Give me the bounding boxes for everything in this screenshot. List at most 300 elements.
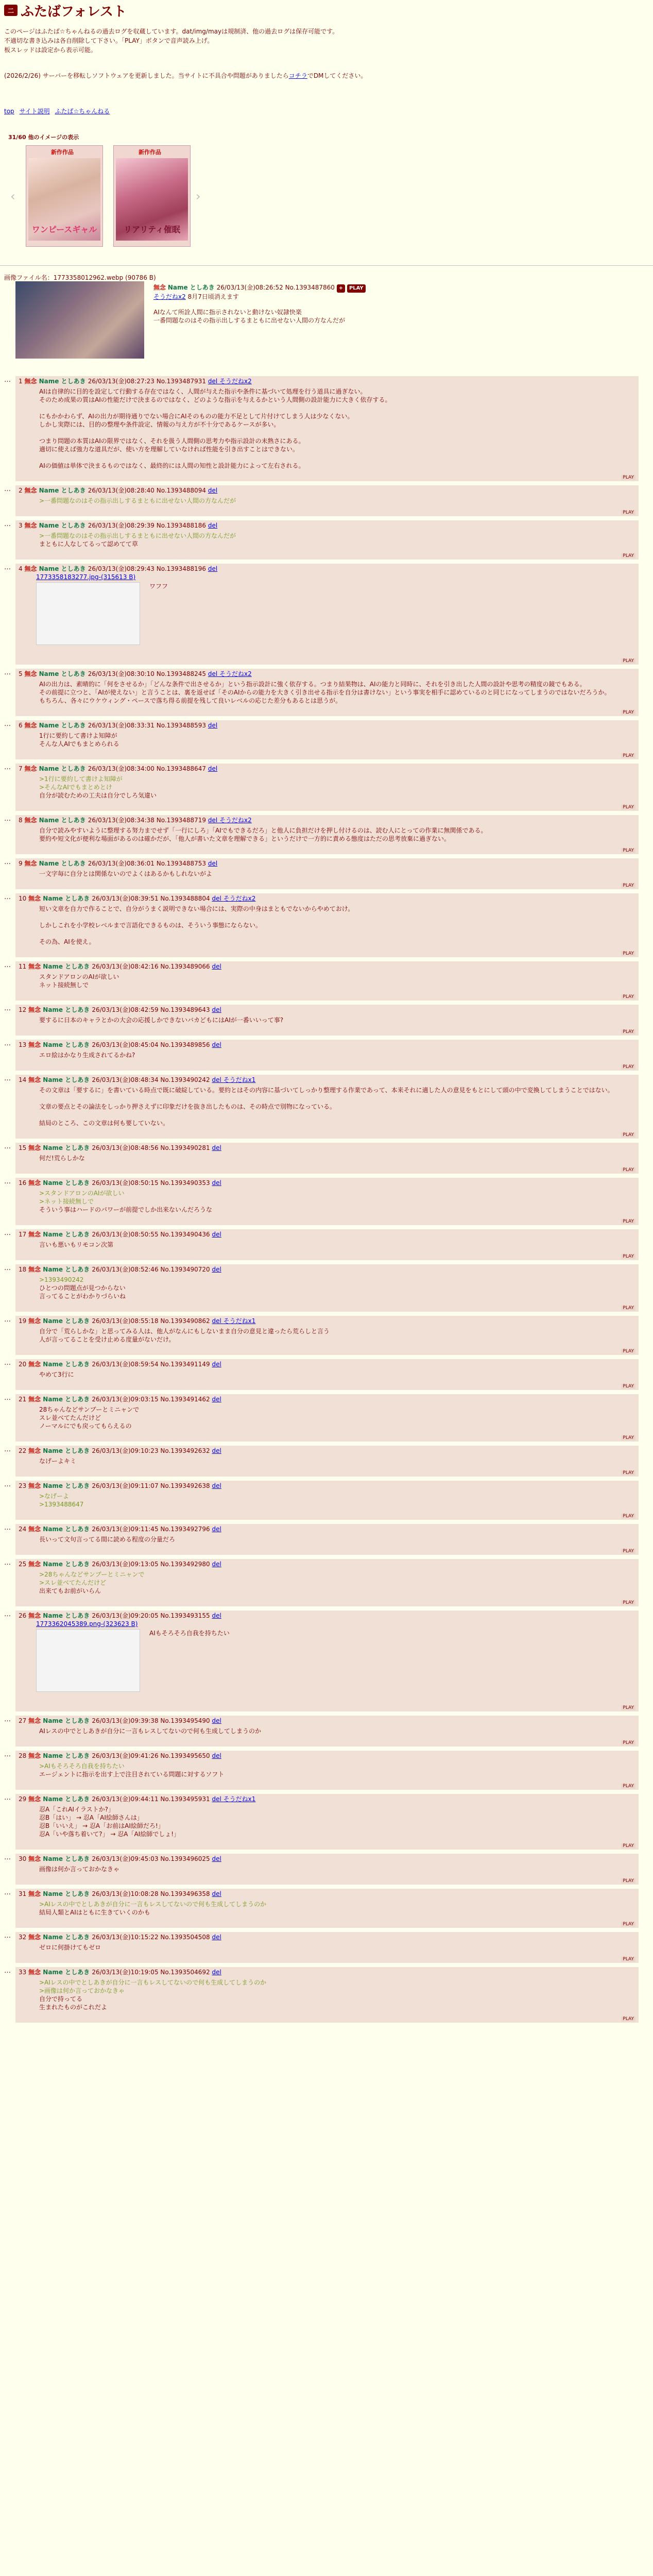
body-line: 適切に使えば強力な道具だが、使い方を理解していなければ性能を引き出すことはできない。 bbox=[39, 446, 299, 453]
reply-body bbox=[39, 1405, 616, 1430]
reply-no[interactable]: No.1393489643 bbox=[160, 1006, 212, 1013]
reply-play-button[interactable]: PLAY bbox=[621, 1167, 635, 1173]
reply-del[interactable]: del bbox=[212, 1231, 221, 1238]
reply-subject: 無念 bbox=[28, 1795, 43, 1803]
reply-del[interactable]: del bbox=[212, 1006, 221, 1013]
reply-subject: 無念 bbox=[28, 1144, 43, 1151]
reply-sod[interactable]: そうだねx2 bbox=[219, 378, 252, 385]
reply-sod[interactable]: そうだねx1 bbox=[223, 1795, 256, 1803]
body-line bbox=[39, 913, 616, 921]
reply-number: 29 bbox=[19, 1795, 29, 1803]
reply-number: 8 bbox=[19, 817, 25, 824]
reply-date: 26/03/13(金)09:11:07 bbox=[92, 1482, 161, 1489]
reply-number: 17 bbox=[19, 1231, 29, 1238]
reply-play-button[interactable]: PLAY bbox=[621, 1349, 635, 1354]
nav-manual-link[interactable]: サイト説明 bbox=[19, 108, 50, 115]
reply-play-button[interactable]: PLAY bbox=[621, 951, 635, 956]
reply-no[interactable]: No.1393492638 bbox=[160, 1482, 212, 1489]
contact-link[interactable]: コチラ bbox=[288, 72, 307, 79]
reply-name: Name としあき bbox=[43, 1890, 92, 1897]
reply-post bbox=[4, 376, 639, 481]
reply-play-button[interactable]: PLAY bbox=[621, 1132, 635, 1138]
carousel-next-icon[interactable]: › bbox=[196, 189, 201, 204]
reply-play-button[interactable]: PLAY bbox=[621, 1549, 635, 1554]
reply-marker: … bbox=[4, 1264, 11, 1272]
reply-date: 26/03/13(金)08:42:59 bbox=[92, 1006, 161, 1013]
reply-del[interactable]: del bbox=[208, 860, 218, 867]
reply-body bbox=[39, 1189, 616, 1214]
reply-marker: … bbox=[4, 1481, 11, 1488]
reply-play-button[interactable]: PLAY bbox=[621, 753, 635, 758]
op-file-line: 画像ファイル名：1773358012962.webp (90786 B) bbox=[4, 274, 156, 281]
ad-banner-2[interactable]: 新作作品 リアリティ催眠 bbox=[113, 145, 191, 247]
reply-subject: 無念 bbox=[28, 1752, 43, 1759]
reply-no[interactable]: No.1393496358 bbox=[160, 1890, 212, 1897]
reply-header bbox=[19, 894, 255, 903]
body-line: AIは自律的に目的を設定して行動する存在ではなく、人間が与えた指示や条件に基づいて処理を行う道具に過ぎない。 bbox=[39, 388, 367, 395]
reply-play-button[interactable]: PLAY bbox=[621, 805, 635, 810]
reply-marker: … bbox=[4, 961, 11, 969]
reply-play-button[interactable]: PLAY bbox=[621, 1740, 635, 1745]
reply-date: 26/03/13(金)10:08:28 bbox=[92, 1890, 161, 1897]
op-play-button[interactable]: PLAY bbox=[347, 284, 366, 293]
quote-line: >ネット接続無しで bbox=[39, 1198, 94, 1205]
reply-del[interactable]: del bbox=[212, 1752, 221, 1759]
reply-body bbox=[39, 1457, 616, 1465]
reply-no[interactable]: No.1393491149 bbox=[160, 1361, 212, 1368]
reply-del[interactable]: del bbox=[212, 1717, 221, 1724]
reply-play-button[interactable]: PLAY bbox=[621, 710, 635, 715]
quote-line: >28ちゃんなどサンブーとミニャンで bbox=[39, 1571, 145, 1578]
reply-del[interactable]: del bbox=[208, 522, 218, 529]
reply-post bbox=[4, 720, 639, 759]
op-post bbox=[4, 273, 643, 324]
reply-del[interactable]: del bbox=[212, 1317, 224, 1325]
quote-line: >画像は何か言っておかなきゃ bbox=[39, 1987, 125, 1994]
body-line: 何だ!荒らしかな bbox=[39, 1155, 85, 1162]
site-title: ふたばフォレスト bbox=[21, 4, 127, 20]
reply-no[interactable]: No.1393488593 bbox=[156, 722, 208, 729]
reply-play-button[interactable]: PLAY bbox=[621, 994, 635, 999]
reply-subject: 無念 bbox=[24, 765, 39, 772]
reply-number: 22 bbox=[19, 1447, 29, 1454]
reply-name: Name としあき bbox=[39, 670, 88, 677]
reply-no[interactable]: No.1393487931 bbox=[156, 378, 208, 385]
reply-play-button[interactable]: PLAY bbox=[621, 848, 635, 853]
body-line: AIレスの中でとしあきが自分に一言もレスしてないので何も生成してしまうのか bbox=[39, 1727, 262, 1735]
reply-sod[interactable]: そうだねx2 bbox=[223, 895, 256, 902]
reply-date: 26/03/13(金)10:15:22 bbox=[92, 1934, 161, 1941]
reply-body bbox=[39, 1727, 616, 1735]
body-line: にもかかわらず、AIの出力が期待通りでない場合にAIそのものの能力不足として片付けてしまう人は少なくない。 bbox=[39, 413, 354, 420]
reply-body bbox=[39, 1535, 616, 1544]
reply-del[interactable]: del bbox=[212, 1890, 221, 1897]
reply-play-button[interactable]: PLAY bbox=[621, 1600, 635, 1605]
reply-no[interactable]: No.1393490720 bbox=[160, 1266, 212, 1273]
reply-name: Name としあき bbox=[43, 1144, 92, 1151]
reply-header bbox=[19, 670, 252, 678]
reply-name: Name としあき bbox=[43, 1969, 92, 1976]
reply-no[interactable]: No.1393488245 bbox=[156, 670, 208, 677]
reply-number: 23 bbox=[19, 1482, 29, 1489]
reply-subject: 無念 bbox=[28, 1266, 43, 1273]
reply-no[interactable]: No.1393504692 bbox=[160, 1969, 212, 1976]
body-line: まともに人なしてるって認めてて草 bbox=[39, 540, 139, 548]
reply-number: 3 bbox=[19, 522, 25, 529]
reply-number: 33 bbox=[19, 1969, 29, 1976]
carousel-prev-icon[interactable]: ‹ bbox=[10, 189, 15, 204]
reply-del[interactable]: del bbox=[212, 1396, 221, 1403]
body-line: 言ってることがわかりづらいね bbox=[39, 1293, 126, 1300]
reply-header bbox=[19, 1752, 221, 1760]
reply-number: 12 bbox=[19, 1006, 29, 1013]
reply-del[interactable]: del bbox=[208, 817, 219, 824]
reply-no[interactable]: No.1393488186 bbox=[156, 522, 208, 529]
reply-date: 26/03/13(金)08:29:43 bbox=[88, 565, 157, 572]
reply-del[interactable]: del bbox=[212, 1179, 221, 1187]
reply-del[interactable]: del bbox=[212, 1855, 221, 1862]
reply-name: Name としあき bbox=[39, 378, 88, 385]
reply-subject: 無念 bbox=[28, 1179, 43, 1187]
reply-no[interactable]: No.1393492980 bbox=[160, 1561, 212, 1568]
reply-number: 15 bbox=[19, 1144, 29, 1151]
reply-del[interactable]: del bbox=[212, 963, 221, 970]
reply-header bbox=[19, 962, 221, 971]
reply-subject: 無念 bbox=[24, 670, 39, 677]
reply-play-button[interactable]: PLAY bbox=[621, 1029, 635, 1035]
reply-play-button[interactable]: PLAY bbox=[621, 475, 635, 480]
reply-subject: 無念 bbox=[28, 1231, 43, 1238]
reply-no[interactable]: No.1393488647 bbox=[156, 765, 208, 772]
reply-no[interactable]: No.1393489856 bbox=[160, 1041, 212, 1048]
reply-del[interactable]: del bbox=[212, 1612, 221, 1619]
reply-name: Name としあき bbox=[43, 1076, 92, 1083]
reply-date: 26/03/13(金)08:55:18 bbox=[92, 1317, 161, 1325]
reply-play-button[interactable]: PLAY bbox=[621, 1219, 635, 1224]
reply-marker: … bbox=[4, 1229, 11, 1237]
reply-name: Name としあき bbox=[43, 1361, 92, 1368]
body-line: そういう事はハードのパワーが前提でしか出来ないんだろうな bbox=[39, 1206, 213, 1213]
reply-post bbox=[4, 1229, 639, 1260]
reply-del[interactable]: del bbox=[212, 1361, 221, 1368]
reply-name: Name としあき bbox=[43, 1612, 92, 1619]
reply-date: 26/03/13(金)08:42:16 bbox=[92, 963, 161, 970]
reply-play-button[interactable]: PLAY bbox=[621, 1878, 635, 1884]
reply-name: Name としあき bbox=[43, 1795, 92, 1803]
reply-date: 26/03/13(金)08:27:23 bbox=[88, 378, 157, 385]
reply-subject: 無念 bbox=[28, 1526, 43, 1533]
reply-number: 14 bbox=[19, 1076, 29, 1083]
reply-no[interactable]: No.1393489066 bbox=[160, 963, 212, 970]
reply-sod[interactable]: そうだねx1 bbox=[223, 1076, 256, 1083]
body-line: しかし実際には、目的の整理や条件設定、情報の与え方が不十分であるケースが多い。 bbox=[39, 421, 280, 428]
reply-marker: … bbox=[4, 1559, 11, 1567]
reply-no[interactable]: No.1393495650 bbox=[160, 1752, 212, 1759]
reply-play-button[interactable]: PLAY bbox=[621, 1435, 635, 1440]
reply-post bbox=[4, 1794, 639, 1850]
body-line: 要約や短文化が便利な場面があるのは確かだが、「他人が書いた文章を理解できる」というだけで一方的に責める態度はただの思考放棄に過ぎない。 bbox=[39, 835, 451, 842]
reply-header bbox=[19, 1795, 255, 1803]
reply-marker: … bbox=[4, 1178, 11, 1185]
nav-futaba-link[interactable]: ふたば☆ちゃんねる bbox=[55, 108, 110, 115]
reply-del[interactable]: del bbox=[212, 1266, 221, 1273]
body-line: もちろん、各々にウケウィング・ペースで落ち得る前提を残して良いレベルの応じた差分もあるとは思うが。 bbox=[39, 697, 342, 704]
reply-del[interactable]: del bbox=[212, 1526, 221, 1533]
reply-marker: … bbox=[4, 1794, 11, 1802]
reply-play-button[interactable]: PLAY bbox=[621, 883, 635, 888]
reply-del[interactable]: del bbox=[212, 1934, 221, 1941]
body-line: 忍B「いいえ」 → 忍A「お前はAI絵師だろ!」 bbox=[39, 1822, 164, 1829]
body-line bbox=[39, 404, 616, 412]
reply-play-button[interactable]: PLAY bbox=[621, 1957, 635, 1962]
reply-no[interactable]: No.1393492632 bbox=[160, 1447, 212, 1454]
reply-marker: … bbox=[4, 858, 11, 866]
reply-subject: 無念 bbox=[28, 1482, 43, 1489]
reply-marker: … bbox=[4, 720, 11, 728]
body-line: 一文字毎に自分とは関係ないのでよくはあるかもしれないがよ bbox=[39, 870, 213, 877]
reply-del[interactable]: del bbox=[208, 670, 219, 677]
reply-del[interactable]: del bbox=[212, 1969, 221, 1976]
reply-post bbox=[4, 1611, 639, 1711]
reply-no[interactable]: No.1393493155 bbox=[160, 1612, 212, 1619]
body-line: 結局のところ、この文章は何も要していない。 bbox=[39, 1120, 169, 1127]
body-line bbox=[39, 429, 616, 437]
reply-name: Name としあき bbox=[39, 722, 88, 729]
reply-play-button[interactable]: PLAY bbox=[621, 1843, 635, 1849]
reply-body bbox=[39, 1086, 616, 1127]
reply-body bbox=[39, 732, 616, 748]
reply-header bbox=[19, 1717, 221, 1725]
reply-no[interactable]: No.1393488196 bbox=[156, 565, 208, 572]
reply-post bbox=[4, 1889, 639, 1928]
reply-marker: … bbox=[4, 893, 11, 901]
reply-del[interactable]: del bbox=[208, 765, 218, 772]
reply-marker: … bbox=[4, 1316, 11, 1324]
body-line: AIの価値は単体で決まるものではなく、最終的には人間の知性と設計能力によって左右される。 bbox=[39, 462, 305, 469]
reply-file-link[interactable]: 1773358183277.jpg-(315613 B) bbox=[36, 573, 136, 581]
reply-marker: … bbox=[4, 1005, 11, 1012]
body-line: エロ絵はかなり生成されてるかね? bbox=[39, 1052, 135, 1059]
body-line bbox=[39, 929, 616, 938]
quote-line: >なげーよ bbox=[39, 1493, 70, 1500]
reply-date: 26/03/13(金)09:11:45 bbox=[92, 1526, 161, 1533]
body-line: ひとつの問題点が見つからない bbox=[39, 1284, 126, 1292]
reply-body bbox=[39, 1492, 616, 1509]
reply-del[interactable]: del bbox=[212, 1447, 221, 1454]
reply-thumbnail[interactable] bbox=[36, 582, 140, 645]
body-line: AIの出力は、素晴的に「何をさせるか」「どんな条件で出させるか」という指示設計に強く依存する。つまり結果物は、AIの能力と同時に、それを引き出した人間の設計や思考の精度の鏡でもある。 bbox=[39, 681, 586, 688]
reply-del[interactable]: del bbox=[208, 378, 219, 385]
reply-name: Name としあき bbox=[39, 487, 88, 494]
reply-date: 26/03/13(金)09:13:05 bbox=[92, 1561, 161, 1568]
reply-play-button[interactable]: PLAY bbox=[621, 1254, 635, 1259]
reply-sod[interactable]: そうだねx1 bbox=[223, 1317, 256, 1325]
reply-marker: … bbox=[4, 764, 11, 771]
reply-header bbox=[19, 486, 217, 495]
ad-banner-1[interactable]: 新作作品 ワンピースギャル bbox=[26, 145, 103, 247]
reply-header bbox=[19, 1317, 255, 1325]
reply-play-button[interactable]: PLAY bbox=[621, 1384, 635, 1389]
body-line: そのため成果の質はAIの性能だけで決まるのではなく、どのような指示を与えるかという人間側の設計能力に大きく依存する。 bbox=[39, 396, 391, 403]
reply-play-button[interactable]: PLAY bbox=[621, 1705, 635, 1710]
reply-header bbox=[19, 859, 217, 868]
body-line: 自分が読むための工夫は自分でしろ気違い bbox=[39, 792, 157, 799]
reply-post bbox=[4, 669, 639, 716]
reply-post bbox=[4, 1524, 639, 1555]
reply-play-button[interactable]: PLAY bbox=[621, 1306, 635, 1311]
reply-body bbox=[39, 1051, 616, 1059]
reply-subject: 無念 bbox=[28, 895, 43, 902]
reply-date: 26/03/13(金)08:39:51 bbox=[92, 895, 161, 902]
reply-header bbox=[19, 1560, 221, 1568]
reply-number: 13 bbox=[19, 1041, 29, 1048]
reply-name: Name としあき bbox=[43, 895, 92, 902]
reply-sod[interactable]: そうだねx2 bbox=[219, 817, 252, 824]
reply-post bbox=[4, 1446, 639, 1477]
reply-no[interactable]: No.1393488719 bbox=[156, 817, 208, 824]
reply-play-button[interactable]: PLAY bbox=[621, 553, 635, 558]
op-sod-link[interactable]: そうだねx2 bbox=[153, 293, 186, 300]
reply-del[interactable]: del bbox=[212, 1482, 221, 1489]
reply-post bbox=[4, 1751, 639, 1790]
reply-del[interactable]: del bbox=[212, 1561, 221, 1568]
body-line: 生まれたものがこれだよ bbox=[39, 2004, 108, 2011]
body-line: そんな人AIでもまとめられる bbox=[39, 740, 119, 748]
body-line: 文章の要点とその論法をしっかり押さえずに印象だけを抜き出したものは、その時点で別物になっている。 bbox=[39, 1103, 336, 1110]
reply-number: 5 bbox=[19, 670, 25, 677]
reply-body bbox=[149, 1629, 653, 1637]
reply-subject: 無念 bbox=[28, 1041, 43, 1048]
reply-del[interactable]: del bbox=[208, 722, 218, 729]
reply-no[interactable]: No.1393491462 bbox=[160, 1396, 212, 1403]
op-image[interactable] bbox=[15, 281, 144, 359]
reply-number: 25 bbox=[19, 1561, 29, 1568]
reply-header bbox=[19, 1525, 221, 1533]
reply-no[interactable]: No.1393492796 bbox=[160, 1526, 212, 1533]
reply-no[interactable]: No.1393490242 bbox=[160, 1076, 212, 1083]
reply-play-button[interactable]: PLAY bbox=[621, 658, 635, 664]
reply-marker: … bbox=[4, 1967, 11, 1975]
reply-date: 26/03/13(金)08:30:10 bbox=[88, 670, 157, 677]
reply-no[interactable]: No.1393495490 bbox=[160, 1717, 212, 1724]
reply-header bbox=[19, 1482, 221, 1490]
op-body: 無念 Name としあき 26/03/13(金)08:26:52 No.1393487860 + PLAY そうだねx2 8月7日頃消えます AIなんて所詮人間に指示されないと動けない奴隷快楽 一番問題なのはその指示出しするまともに出せない人間の方なんだが bbox=[153, 283, 617, 325]
reply-post bbox=[4, 815, 639, 854]
reply-post bbox=[4, 1143, 639, 1174]
reply-body bbox=[39, 1154, 616, 1162]
quote-line: >一番問題なのはその指示出しするまともに出せない人間の方なんだが bbox=[39, 497, 236, 504]
reply-post bbox=[4, 764, 639, 811]
reply-play-button[interactable]: PLAY bbox=[621, 1064, 635, 1070]
reply-name: Name としあき bbox=[39, 522, 88, 529]
reply-header bbox=[19, 1612, 221, 1620]
reply-play-button[interactable]: PLAY bbox=[621, 1514, 635, 1519]
reply-date: 26/03/13(金)08:59:54 bbox=[92, 1361, 161, 1368]
reply-subject: 無念 bbox=[28, 1447, 43, 1454]
reply-del[interactable]: del bbox=[208, 565, 218, 572]
reply-subject: 無念 bbox=[28, 963, 43, 970]
reply-subject: 無念 bbox=[24, 378, 39, 385]
reply-header bbox=[19, 565, 217, 573]
reply-file-link[interactable]: 1773362045389.png-(323623 B) bbox=[36, 1620, 138, 1628]
reply-post bbox=[4, 1716, 639, 1747]
site-logo[interactable]: 二 bbox=[4, 5, 18, 16]
intro-line-2: 不適切な書き込みは各自削除して下さい。「PLAY」ボタンで音声読み上げ。 bbox=[4, 37, 214, 44]
reply-del[interactable]: del bbox=[208, 487, 218, 494]
reply-no[interactable]: No.1393490281 bbox=[160, 1144, 212, 1151]
reply-body bbox=[39, 1276, 616, 1300]
reply-no[interactable]: No.1393490436 bbox=[160, 1231, 212, 1238]
reply-name: Name としあき bbox=[39, 565, 88, 572]
reply-del[interactable]: del bbox=[212, 895, 224, 902]
quote-line: >スタンドアロンのAIが欲しい bbox=[39, 1190, 125, 1197]
reply-header bbox=[19, 765, 217, 773]
reply-del[interactable]: del bbox=[212, 1144, 221, 1151]
reply-no[interactable]: No.1393490862 bbox=[160, 1317, 212, 1325]
reply-header bbox=[19, 721, 217, 730]
reply-post bbox=[4, 961, 639, 1001]
reply-play-button[interactable]: PLAY bbox=[621, 1922, 635, 1927]
reply-subject: 無念 bbox=[28, 1361, 43, 1368]
reply-post bbox=[4, 1178, 639, 1225]
reply-no[interactable]: No.1393504508 bbox=[160, 1934, 212, 1941]
reply-marker: … bbox=[4, 1040, 11, 1047]
reply-date: 26/03/13(金)08:45:04 bbox=[92, 1041, 161, 1048]
reply-marker: … bbox=[4, 1889, 11, 1896]
reply-no[interactable]: No.1393490353 bbox=[160, 1179, 212, 1187]
reply-body bbox=[39, 1805, 616, 1838]
reply-del[interactable]: del bbox=[212, 1795, 224, 1803]
reply-del[interactable]: del bbox=[212, 1076, 224, 1083]
reply-play-button[interactable]: PLAY bbox=[621, 1784, 635, 1789]
reply-no[interactable]: No.1393496025 bbox=[160, 1855, 212, 1862]
reply-number: 16 bbox=[19, 1179, 29, 1187]
quote-line: >1393488647 bbox=[39, 1501, 84, 1508]
reply-number: 21 bbox=[19, 1396, 29, 1403]
reply-date: 26/03/13(金)08:29:39 bbox=[88, 522, 157, 529]
reply-marker: … bbox=[4, 1394, 11, 1402]
reply-play-button[interactable]: PLAY bbox=[621, 2016, 635, 2022]
reply-no[interactable]: No.1393495931 bbox=[160, 1795, 212, 1803]
reply-play-button[interactable]: PLAY bbox=[621, 510, 635, 515]
reply-number: 6 bbox=[19, 722, 25, 729]
reply-play-button[interactable]: PLAY bbox=[621, 1470, 635, 1476]
reply-post bbox=[4, 1075, 639, 1139]
reply-thumbnail[interactable] bbox=[36, 1629, 140, 1692]
reply-name: Name としあき bbox=[43, 963, 92, 970]
body-line: 人が言ってることを受け止める度量がないだけ。 bbox=[39, 1336, 175, 1343]
reply-date: 26/03/13(金)10:19:05 bbox=[92, 1969, 161, 1976]
nav-top-link[interactable]: top bbox=[4, 108, 14, 115]
body-line: スタンドアロンのAIが欲しい bbox=[39, 973, 119, 980]
body-line: 忍A「これAIイラストか?」 bbox=[39, 1806, 114, 1813]
reply-no[interactable]: No.1393488094 bbox=[156, 487, 208, 494]
reply-name: Name としあき bbox=[43, 1179, 92, 1187]
divider bbox=[0, 265, 653, 266]
reply-marker: … bbox=[4, 1716, 11, 1723]
reply-subject: 無念 bbox=[28, 1934, 43, 1941]
reply-sod[interactable]: そうだねx2 bbox=[219, 670, 252, 677]
reply-name: Name としあき bbox=[43, 1266, 92, 1273]
reply-no[interactable]: No.1393488753 bbox=[156, 860, 208, 867]
op-plus-button[interactable]: + bbox=[337, 284, 345, 293]
reply-no[interactable]: No.1393488804 bbox=[160, 895, 212, 902]
reply-body bbox=[39, 775, 616, 800]
quote-line: >AIもそろそろ自我を持ちたい bbox=[39, 1762, 125, 1770]
reply-number: 31 bbox=[19, 1890, 29, 1897]
reply-del[interactable]: del bbox=[212, 1041, 221, 1048]
reply-marker: … bbox=[4, 1524, 11, 1532]
